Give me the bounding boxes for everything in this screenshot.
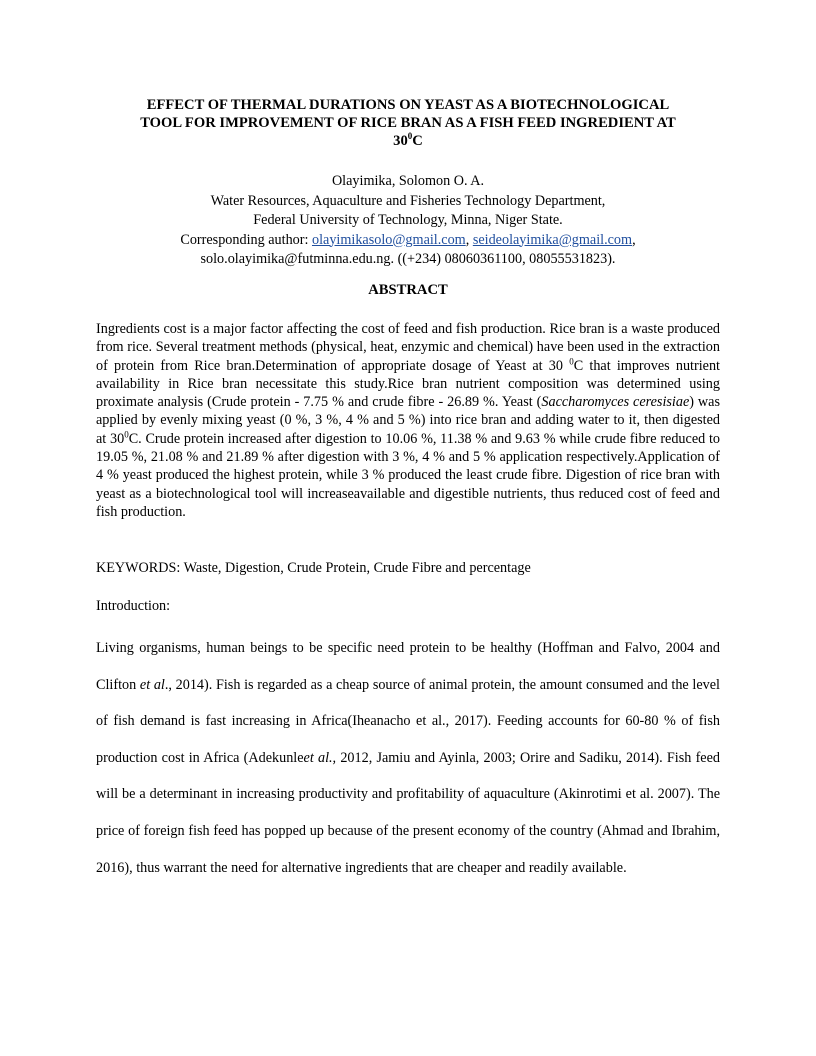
title-degree-sup: 0 (407, 131, 413, 142)
abstract-species-name: Saccharomyces ceresisiae (541, 394, 690, 411)
title-celsius: C (412, 133, 423, 149)
corresponding-author-label: Corresponding author: (180, 231, 312, 248)
abstract-text-4: C. Crude protein increased after digestion to 10.06 %, 11.38 % and 9.63 % while crude fibre reduced to 19.05 %, 21.08 % and 21.89 % after digestion with 3 %, 4 % and 5 % application respectively.Application of 4 % yeast produced the highest protein, while 3 % produced the least crude fibre. Digestion of rice bran with yeast as a biotechnological tool will increaseavailable and digestible nutrients, thus reduced cost of feed and fish production. (96, 430, 721, 520)
title-temperature: 30 (393, 133, 408, 149)
abstract-heading: ABSTRACT (368, 282, 448, 298)
title-line-2: TOOL FOR IMPROVEMENT OF RICE BRAN AS A FISH FEED INGREDIENT AT (140, 115, 676, 131)
introduction-heading: Introduction: (96, 598, 171, 614)
email-link-2[interactable]: seideolayimika@gmail.com (472, 231, 633, 248)
intro-text-1: Living organisms, human beings to be specific need protein to be healthy (Hoffman and Falvo, 2004 and Clifton (96, 640, 720, 693)
intro-etal-2: et al., (303, 749, 337, 766)
author-name: Olayimika, Solomon O. A. (331, 173, 485, 189)
corresponding-author-line (96, 231, 720, 251)
abstract-degree-1: 0 (569, 355, 574, 366)
author-block (96, 172, 720, 270)
keywords-line: KEYWORDS: Waste, Digestion, Crude Protein, Crude Fibre and percentage (96, 560, 531, 576)
abstract-paragraph (96, 320, 720, 521)
title-line-1: EFFECT OF THERMAL DURATIONS ON YEAST AS A BIOTECHNOLOGICAL (146, 97, 670, 113)
abstract-text-3: ) was applied by evenly mixing yeast (0 %, 3 %, 4 % and 5 %) into rice bran and adding water to it, then digested at 30 (96, 394, 720, 447)
abstract-text-2: C that improves nutrient availability in Rice bran necessitate this study.Rice bran nutrient composition was determined using proximate analysis (Crude protein - 7.75 % and crude fibre - 26.89 %. Yeast ( (96, 357, 720, 411)
author-department: Water Resources, Aquaculture and Fisheries Technology Department, (210, 192, 606, 209)
introduction-paragraph (96, 630, 720, 886)
title-line-3 (96, 132, 720, 150)
intro-etal-1: et al (139, 676, 165, 693)
intro-text-2: ., 2014). Fish is regarded as a cheap source of animal protein, the amount consumed and the level of fish demand is fast increasing in Africa(Iheanacho et al., 2017). Feeding accounts for 60-80 % of fish production cost in Africa (Adekunle (96, 676, 720, 766)
abstract-degree-2: 0 (124, 429, 129, 440)
intro-text-3: 2012, Jamiu and Ayinla, 2003; Orire and Sadiku, 2014). Fish feed will be a determinant in increasing productivity and profitability of aquaculture (Akinrotimi et al. 2007). The price of foreign fish feed has popped up because of the present economy of the country (Ahmad and Ibrahim, 2016), thus warrant the need for alternative ingredients that are cheaper and readily available. (96, 749, 720, 876)
contact-line: solo.olayimika@futminna.edu.ng. ((+234) 08060361100, 08055531823). (200, 251, 616, 267)
email-link-1[interactable]: olayimikasolo@gmail.com (311, 231, 466, 248)
author-university: Federal University of Technology, Minna, Niger State. (253, 212, 563, 228)
email-separator-2: , (632, 231, 636, 248)
email-separator-1: , (465, 231, 473, 248)
paper-title (96, 96, 720, 150)
abstract-text-1: Ingredients cost is a major factor affecting the cost of feed and fish production. Rice bran is a waste produced from rice. Several treatment methods (physical, heat, enzymic and chemical) have been used in the extraction of protein from Rice bran.Determination of appropriate dosage of Yeast at 30 (96, 321, 720, 374)
